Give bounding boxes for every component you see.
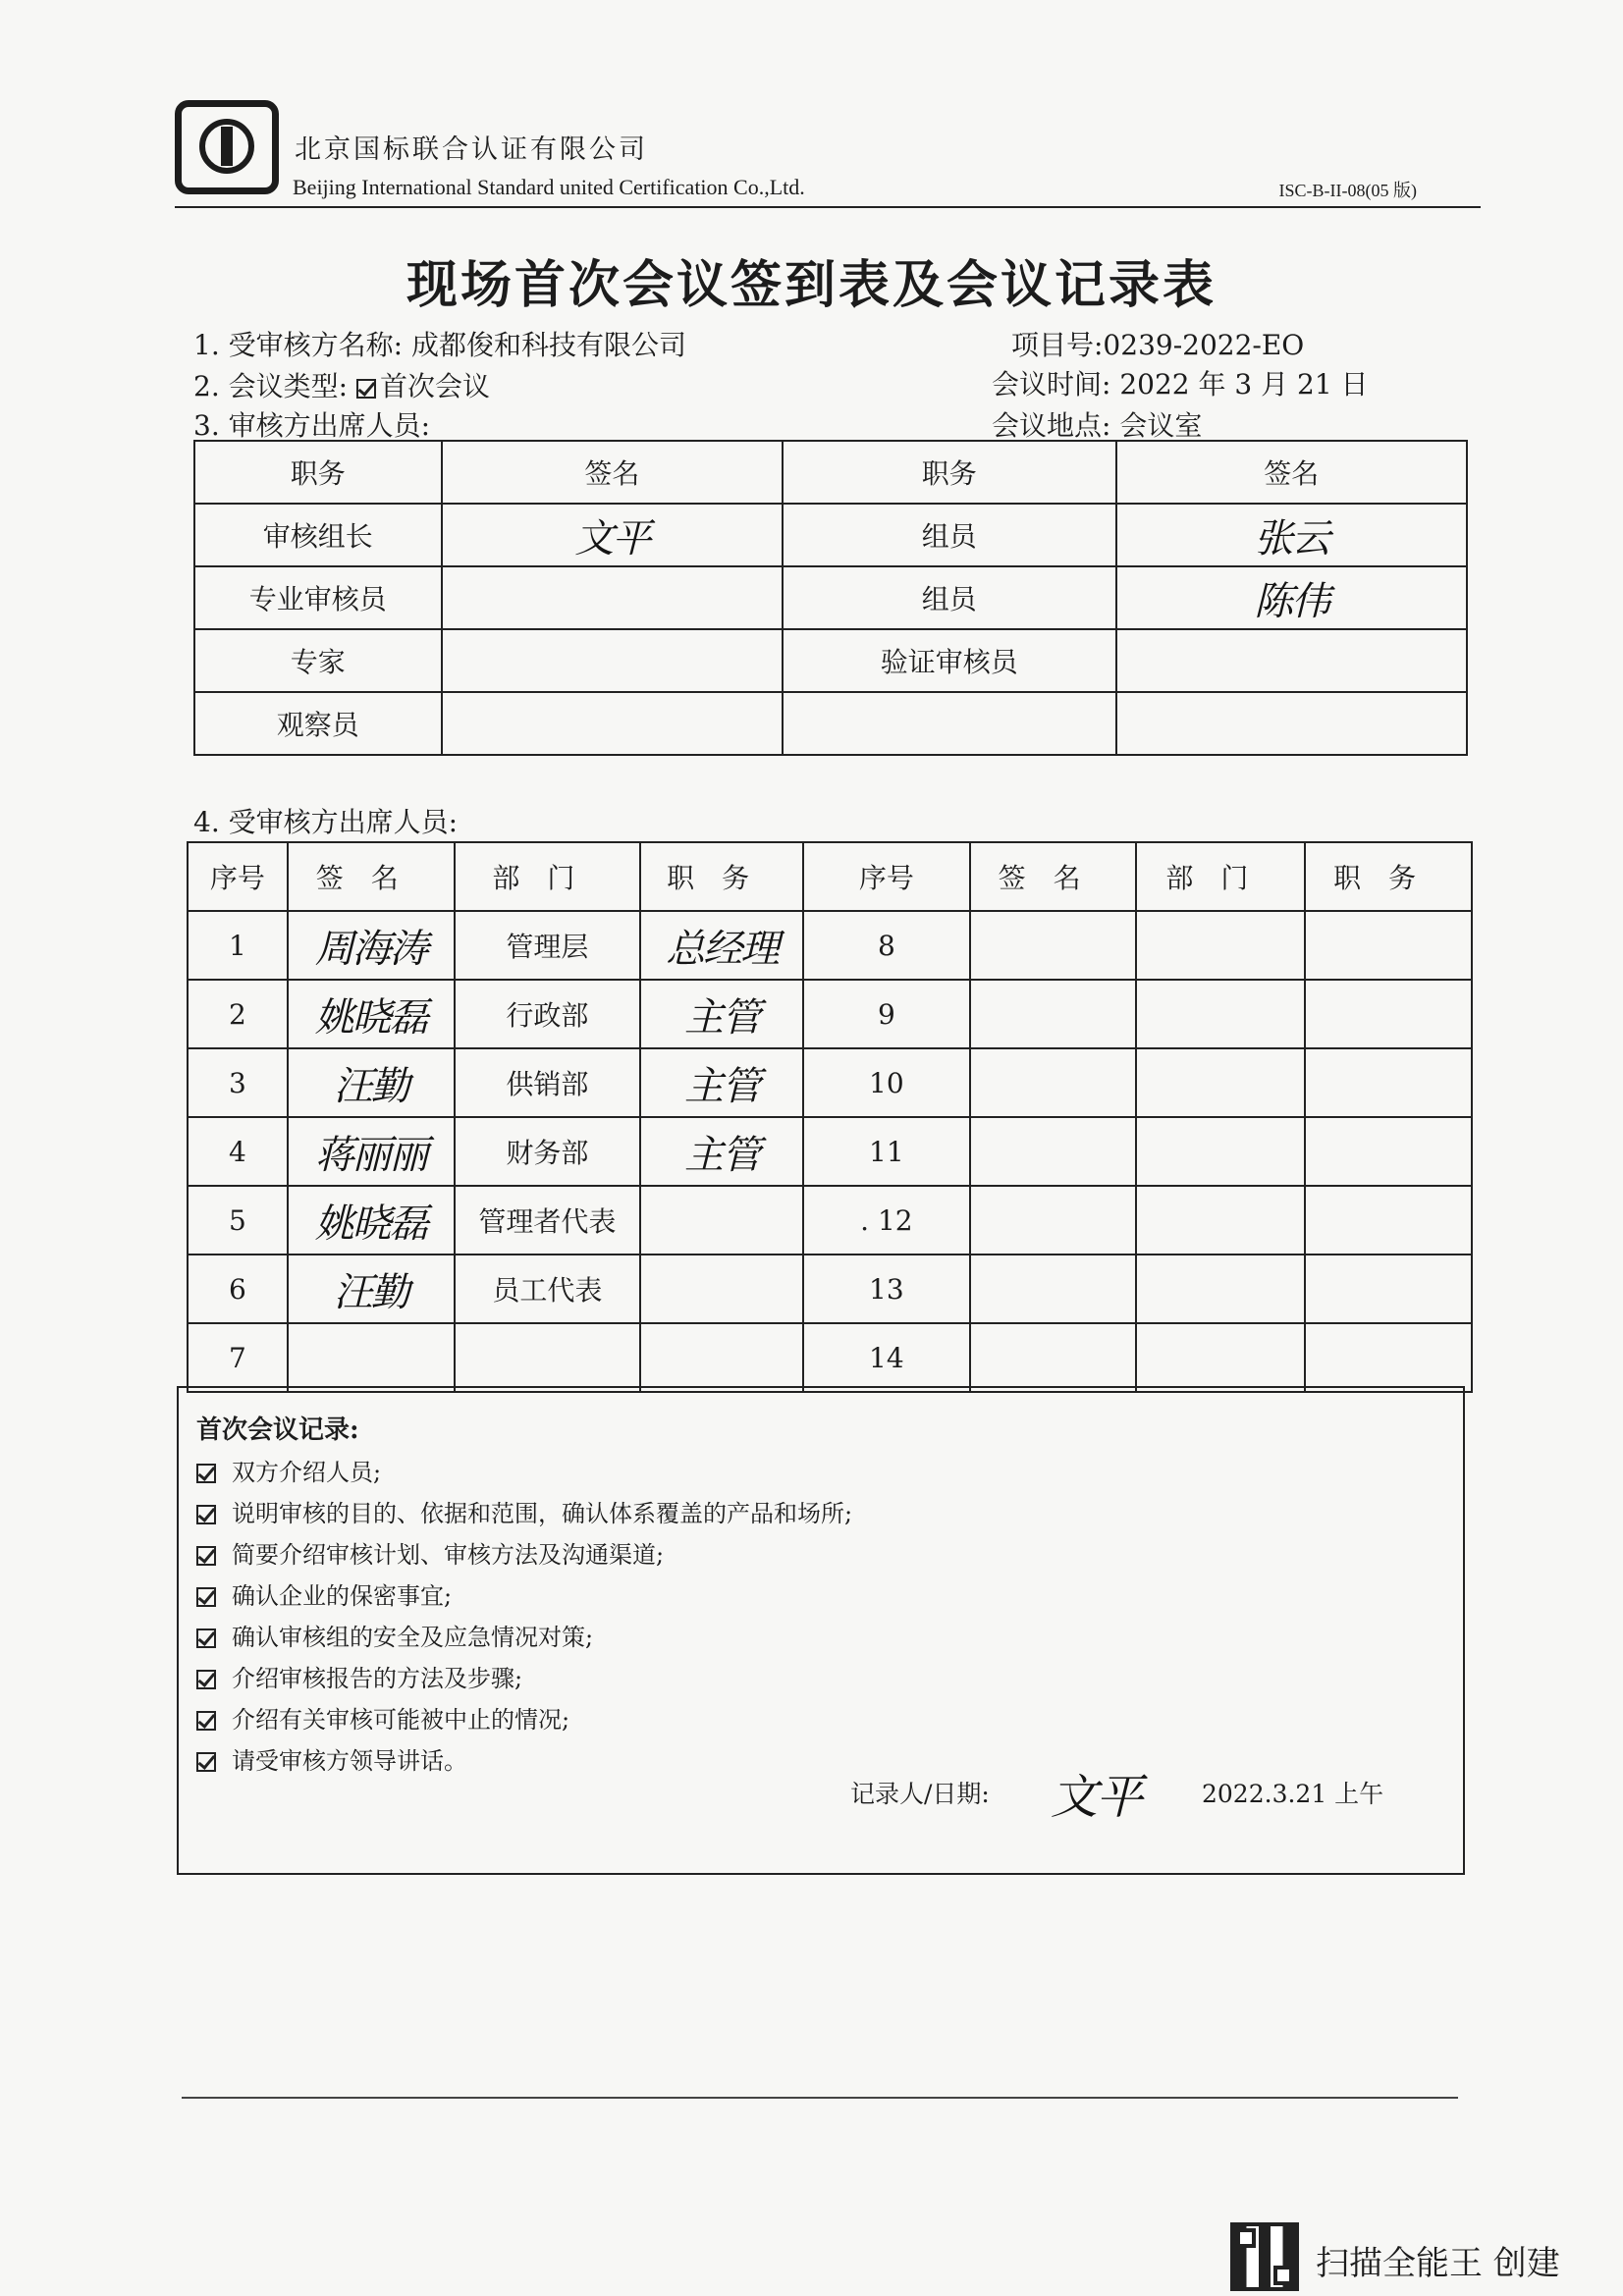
department-cell [1136,911,1305,980]
row-number: . 12 [803,1186,970,1255]
role-cell [1305,1048,1472,1117]
signature-cell [442,692,783,755]
meeting-record-title: 首次会议记录: [196,1415,359,1445]
auditee-name-label: 1. 受审核方名称: [193,329,404,361]
role-cell [1305,980,1472,1048]
record-item-text: 确认企业的保密事宜; [232,1582,453,1610]
scanner-watermark: 扫描全能王 创建 [1316,2244,1560,2283]
role-cell: 专业审核员 [194,566,442,629]
row-number: 13 [803,1255,970,1323]
isc-logo-icon [175,100,279,194]
record-item-text: 说明审核的目的、依据和范围，确认体系覆盖的产品和场所; [232,1500,853,1527]
signature-cell [970,1117,1137,1186]
column-header: 职务 [640,842,803,911]
signature-cell [970,980,1137,1048]
table-row [188,1117,1472,1186]
department-cell: 管理层 [455,911,641,980]
signature-cell [442,566,783,629]
role-cell: 观察员 [194,692,442,755]
signature-cell [1116,629,1467,692]
signature-cell: 蒋丽丽 [288,1117,455,1186]
footer-divider [182,2097,1458,2099]
column-header: 签名 [970,842,1137,911]
document-code: ISC-B-II-08(05 版) [1278,181,1417,200]
role-cell [1305,911,1472,980]
role-cell: 主管 [640,980,803,1048]
signature-cell: 张云 [1116,504,1467,566]
recorder-date: 2022.3.21 上午 [1202,1780,1384,1808]
checkbox-checked-icon [196,1629,216,1648]
record-item-text: 确认审核组的安全及应急情况对策; [232,1624,594,1651]
signature-cell [1116,692,1467,755]
table-row [188,1186,1472,1255]
row-number: 5 [188,1186,288,1255]
row-number: 2 [188,980,288,1048]
role-cell: 主管 [640,1117,803,1186]
row-number: 10 [803,1048,970,1117]
checkbox-checked-icon [196,1505,216,1524]
role-cell [1305,1186,1472,1255]
checkbox-checked-icon [196,1546,216,1566]
auditee-attendees-label: 4. 受审核方出席人员: [193,806,459,838]
column-header: 签名 [288,842,455,911]
row-number: 14 [803,1323,970,1392]
role-cell: 专家 [194,629,442,692]
table-row [194,504,1467,566]
signature-cell: 姚晓磊 [288,1186,455,1255]
column-header: 职务 [783,441,1115,504]
row-number: 6 [188,1255,288,1323]
column-header: 部门 [1136,842,1305,911]
meeting-type-line [193,365,490,404]
meeting-type-label: 2. 会议类型: [193,370,349,402]
department-cell: 供销部 [455,1048,641,1117]
signature-cell [970,1323,1137,1392]
record-item [196,1453,381,1487]
checkbox-checked-icon [356,379,376,399]
role-cell: 组员 [783,566,1115,629]
role-cell [1305,1117,1472,1186]
row-number: 1 [188,911,288,980]
auditor-attendance-table [193,440,1468,756]
role-cell: 总经理 [640,911,803,980]
row-number: 8 [803,911,970,980]
signature-cell [970,1186,1137,1255]
role-cell [783,692,1115,755]
auditee-attendance-table [187,841,1473,1393]
table-row [188,911,1472,980]
auditee-name-line [193,324,686,363]
recorder-label: 记录人/日期: [850,1780,990,1808]
meeting-type-value: 首次会议 [379,370,490,402]
signature-cell [970,1048,1137,1117]
row-number: 9 [803,980,970,1048]
role-cell: 主管 [640,1048,803,1117]
department-cell [1136,1048,1305,1117]
record-item [196,1535,664,1570]
signature-cell [442,629,783,692]
meeting-place: 会议地点: 会议室 [992,409,1203,442]
checkbox-checked-icon [196,1711,216,1731]
table-row [188,980,1472,1048]
record-item [196,1741,467,1776]
signature-cell: 陈伟 [1116,566,1467,629]
department-cell [455,1323,641,1392]
table-row [194,629,1467,692]
department-cell [1136,1117,1305,1186]
signature-cell [970,911,1137,980]
company-name-cn: 北京国标联合认证有限公司 [295,134,648,165]
record-item [196,1700,569,1735]
column-header: 序号 [188,842,288,911]
record-item [196,1659,522,1693]
role-cell: 审核组长 [194,504,442,566]
signature-cell: 汪勤 [288,1255,455,1323]
checkbox-checked-icon [196,1587,216,1607]
table-row [194,566,1467,629]
recorder-signature: 文平 [1051,1770,1142,1825]
auditee-name-value: 成都俊和科技有限公司 [410,329,686,361]
role-cell [640,1255,803,1323]
column-header: 部门 [455,842,641,911]
record-item [196,1576,452,1611]
row-number: 7 [188,1323,288,1392]
column-header: 签名 [1116,441,1467,504]
record-item [196,1494,852,1528]
record-item-text: 双方介绍人员; [232,1459,382,1486]
department-cell [1136,980,1305,1048]
row-number: 4 [188,1117,288,1186]
department-cell: 管理者代表 [455,1186,641,1255]
table-row [194,692,1467,755]
checkbox-checked-icon [196,1752,216,1772]
signature-cell: 文平 [442,504,783,566]
column-header: 序号 [803,842,970,911]
qr-code-icon [1230,2222,1299,2291]
signature-cell [288,1323,455,1392]
department-cell: 财务部 [455,1117,641,1186]
signature-cell: 周海涛 [288,911,455,980]
table-header-row [188,842,1472,911]
record-item-text: 请受审核方领导讲话。 [232,1747,467,1775]
column-header: 职务 [1305,842,1472,911]
row-number: 11 [803,1117,970,1186]
role-cell: 验证审核员 [783,629,1115,692]
department-cell [1136,1323,1305,1392]
department-cell: 行政部 [455,980,641,1048]
signature-cell: 姚晓磊 [288,980,455,1048]
role-cell [640,1323,803,1392]
role-cell [640,1186,803,1255]
record-item [196,1618,593,1652]
document-title: 现场首次会议签到表及会议记录表 [406,255,1217,315]
table-row [188,1255,1472,1323]
table-row [188,1323,1472,1392]
table-row [188,1048,1472,1117]
signature-cell: 汪勤 [288,1048,455,1117]
signature-cell [970,1255,1137,1323]
row-number: 3 [188,1048,288,1117]
project-number: 项目号:0239-2022-EO [1011,329,1305,361]
checkbox-checked-icon [196,1464,216,1483]
role-cell: 组员 [783,504,1115,566]
department-cell [1136,1255,1305,1323]
department-cell [1136,1186,1305,1255]
column-header: 职务 [194,441,442,504]
company-name-en: Beijing International Standard united Certification Co.,Ltd. [293,175,805,199]
department-cell: 员工代表 [455,1255,641,1323]
role-cell [1305,1255,1472,1323]
record-item-text: 介绍审核报告的方法及步骤; [232,1665,523,1692]
record-item-text: 介绍有关审核可能被中止的情况; [232,1706,570,1734]
auditor-attendees-label: 3. 审核方出席人员: [193,409,431,442]
meeting-time: 会议时间: 2022 年 3 月 21 日 [992,368,1369,400]
table-header-row [194,441,1467,504]
column-header: 签名 [442,441,783,504]
record-item-text: 简要介绍审核计划、审核方法及沟通渠道; [232,1541,665,1569]
checkbox-checked-icon [196,1670,216,1689]
role-cell [1305,1323,1472,1392]
header-divider [175,206,1481,208]
